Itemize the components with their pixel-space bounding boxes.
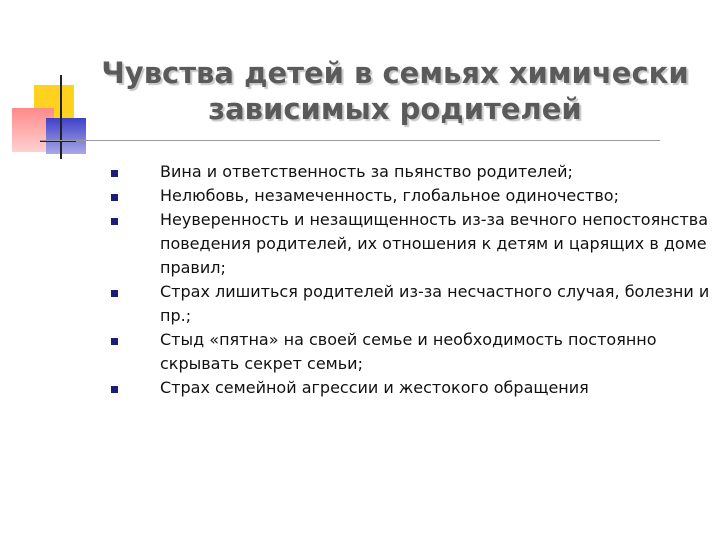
bullet-item <box>104 280 710 328</box>
bullet-item <box>104 328 710 376</box>
bullet-text: Страх лишиться родителей из-за несчастного случая, болезни и пр.; <box>160 282 710 325</box>
bullet-item <box>104 184 710 208</box>
decor-vertical-line <box>60 75 62 159</box>
square-bullet-icon <box>111 194 118 201</box>
decor-horizontal-line <box>40 141 76 142</box>
bullet-text: Страх семейной агрессии и жестокого обращения <box>160 378 589 397</box>
title-underline <box>40 140 660 141</box>
bullet-text: Нелюбовь, незамеченность, глобальное одиночество; <box>160 186 619 205</box>
square-bullet-icon <box>111 386 118 393</box>
slide-title-line-2: зависимых родителей <box>208 92 582 126</box>
square-bullet-icon <box>111 218 118 225</box>
bullet-item <box>104 376 710 400</box>
square-bullet-icon <box>111 338 118 345</box>
bullet-item <box>104 208 710 280</box>
bullet-item <box>104 160 710 184</box>
slide-title <box>100 55 690 127</box>
bullet-text: Неуверенность и незащищенность из-за вечного непостоянства поведения родителей, их отношения к детям и царящих в доме правил; <box>160 210 709 277</box>
square-bullet-icon <box>111 170 118 177</box>
bullet-list <box>104 160 710 400</box>
square-bullet-icon <box>111 290 118 297</box>
decor-blue-square <box>46 118 86 154</box>
bullet-text: Вина и ответственность за пьянство родителей; <box>160 162 573 181</box>
bullet-text: Стыд «пятна» на своей семье и необходимость постоянно скрывать секрет семьи; <box>160 330 657 373</box>
slide-title-line-1: Чувства детей в семьях химически <box>101 56 689 90</box>
